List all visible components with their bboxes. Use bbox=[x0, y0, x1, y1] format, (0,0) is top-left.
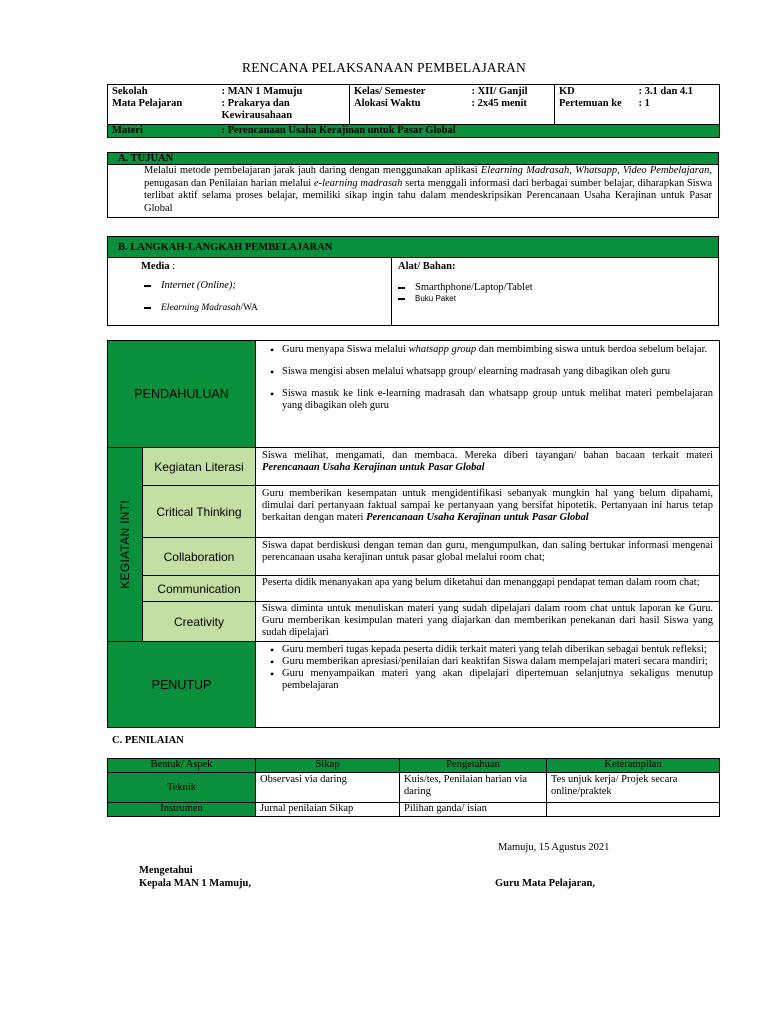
media-label: Media bbox=[141, 261, 170, 272]
kd-value: : 3.1 dan 4.1 bbox=[638, 86, 694, 97]
media-item-1-text: Internet (Online); bbox=[161, 280, 236, 291]
alokasi-label: Alokasi Waktu bbox=[354, 98, 421, 109]
tujuan-elearning: e-learning madrasah bbox=[313, 177, 403, 189]
penilaian-header-keterampilan: Keterampilan bbox=[547, 759, 720, 773]
kepala-label: Kepala MAN 1 Mamuju, bbox=[139, 878, 251, 889]
instrumen-label: Instrumen bbox=[108, 803, 256, 817]
collaboration-content: Siswa dapat berdiskusi dengan teman dan guru, mengumpulkan, dan saling bertukar informasi mengenai perencanaan usaha kerajinan untuk pasar global melalui room chat; bbox=[256, 538, 720, 576]
penutup-bullet-1: • Guru memberi tugas kepada peserta didik terkait materi yang telah diberikan sebagai bentuk refleksi; bbox=[282, 644, 713, 656]
langkah-heading: B. LANGKAH-LANGKAH PEMBELAJARAN bbox=[107, 236, 719, 258]
instrumen-pengetahuan: Pilihan ganda/ isian bbox=[400, 803, 547, 817]
materi-label: Materi bbox=[108, 125, 218, 138]
kelas-label: Kelas/ Semester bbox=[354, 86, 426, 97]
tujuan-text-2: penugasan dan Penilaian harian melalui bbox=[144, 177, 314, 189]
media-item-2-text: Elearning Madrasah bbox=[161, 303, 241, 313]
pendahuluan-bullet-3: • Siswa masuk ke link e-learning madrasah dan whatsapp group untuk melihat materi pembelajaran yang dibagikan oleh guru bbox=[282, 388, 713, 412]
pertemuan-value: : 1 bbox=[638, 98, 650, 109]
teknik-pengetahuan: Kuis/tes, Penilaian harian via daring bbox=[400, 773, 547, 803]
penilaian-header-pengetahuan: Pengetahuan bbox=[400, 759, 547, 773]
literasi-label: Kegiatan Literasi bbox=[143, 448, 256, 486]
identity-values-2 bbox=[468, 85, 555, 125]
penutup-bullet-2: • Guru memberikan apresiasi/penilaian dari keaktifan Siswa dalam mempelajari materi secara mandiri; bbox=[282, 656, 713, 668]
activity-table bbox=[107, 340, 720, 728]
creativity-content: Siswa diminta untuk menuliskan materi yang sudah dipelajari dalam room chat untuk laporan ke Guru. Guru memberikan kesimpulan materi yang diajarkan dan memberikan penekanan dari hasil Siswa yang sudah dipelajari bbox=[256, 602, 720, 642]
mapel-label: Mata Pelajaran bbox=[112, 98, 183, 109]
kegiatan-inti-cell bbox=[108, 448, 143, 642]
alat-item-1 bbox=[398, 282, 533, 293]
critical-thinking-label: Critical Thinking bbox=[143, 486, 256, 538]
tujuan-text-1: Melalui metode pembelajaran jarak jauh daring dengan menggunakan aplikasi bbox=[144, 165, 481, 176]
penilaian-heading: C. PENILAIAN bbox=[112, 735, 184, 746]
penutup-label: PENUTUP bbox=[108, 642, 256, 728]
identity-labels-2 bbox=[350, 85, 468, 125]
identity-labels-1 bbox=[108, 85, 218, 125]
pertemuan-label: Pertemuan ke bbox=[559, 98, 622, 109]
dash-icon bbox=[144, 307, 151, 309]
penutup-bullet-3: • Guru menyampaikan materi yang akan dipelajari dipertemuan selanjutnya sekaligus menutup pembelajaran bbox=[282, 668, 713, 692]
media-colon: : bbox=[169, 261, 176, 272]
media-item-2-suffix: /WA bbox=[240, 303, 258, 313]
guru-label: Guru Mata Pelajaran, bbox=[495, 878, 596, 889]
media-box bbox=[107, 258, 719, 326]
media-label-line bbox=[141, 261, 175, 272]
penilaian-header-aspek: Bentuk/ Aspek bbox=[108, 759, 256, 773]
kd-label: KD bbox=[559, 86, 575, 97]
place-date: Mamuju, 15 Agustus 2021 bbox=[498, 842, 610, 853]
media-divider bbox=[391, 258, 392, 325]
instrumen-keterampilan bbox=[547, 803, 720, 817]
dash-icon bbox=[398, 298, 405, 300]
materi-value: : Perencanaan Usaha Kerajinan untuk Pasar Global bbox=[218, 125, 720, 138]
pendahuluan-bullet-2: • Siswa mengisi absen melalui whatsapp group/ elearning madrasah yang dibagikan oleh guru bbox=[282, 366, 713, 378]
mapel-value: : Prakarya dan Kewirausahaan bbox=[221, 98, 293, 121]
identity-table bbox=[107, 84, 720, 138]
tujuan-heading: A. TUJUAN bbox=[107, 152, 719, 165]
penutup-content bbox=[256, 642, 720, 728]
literasi-content: Siswa melihat, mengamati, dan membaca. Mereka diberi tayangan/ bahan bacaan terkait materi Perencanaan Usaha Kerajinan untuk Pasar Global bbox=[256, 448, 720, 486]
alokasi-value: : 2x45 menit bbox=[471, 98, 527, 109]
penilaian-header-sikap: Sikap bbox=[256, 759, 400, 773]
pendahuluan-list bbox=[264, 344, 713, 412]
tujuan-body bbox=[107, 165, 719, 218]
alat-label: Alat/ Bahan: bbox=[398, 261, 456, 272]
critical-thinking-content: Guru memberikan kesempatan untuk mengidentifikasi sebanyak mungkin hal yang belum dipahami, dimulai dari pertanyaan faktual sampai ke pertanyaan yang bersifat hipotetik. Pertanyaan ini harus tetap berkaitan dengan materi Perencanaan Usaha Kerajinan untuk Pasar Global bbox=[256, 486, 720, 538]
instrumen-sikap: Jurnal penilaian Sikap bbox=[256, 803, 400, 817]
creativity-label: Creativity bbox=[143, 602, 256, 642]
kegiatan-inti-label: KEGIATAN INTI bbox=[118, 500, 132, 589]
document-title: RENCANA PELAKSANAAN PEMBELAJARAN bbox=[242, 60, 526, 75]
tujuan-apps: Elearning Madrasah, Whatsapp, Video Pembelajaran, bbox=[480, 165, 712, 176]
identity-labels-3 bbox=[555, 85, 635, 125]
communication-content: Peserta didik menanyakan apa yang belum diketahui dan menanggapi pendapat teman dalam room chat; bbox=[256, 576, 720, 602]
mengetahui-label: Mengetahui bbox=[139, 865, 193, 876]
tujuan-text-3: serta menggali informasi dari berbagai sumber belajar, diharapkan Siswa terlibat aktif selama proses belajar, memiliki sikap ingin tahu dalam mendeskripsikan Perencanaan Usaha Kerajinan untuk Pasar Global bbox=[144, 177, 713, 214]
pendahuluan-bullet-1: • Guru menyapa Siswa melalui whatsapp group dan membimbing siswa untuk berdoa sebelum belajar. bbox=[282, 344, 713, 356]
kelas-value: : XII/ Ganjil bbox=[471, 86, 528, 97]
collaboration-label: Collaboration bbox=[143, 538, 256, 576]
alat-item-2-text: Buku Paket bbox=[415, 294, 456, 303]
alat-item-1-text: Smarthphone/Laptop/Tablet bbox=[415, 282, 533, 293]
sekolah-label: Sekolah bbox=[112, 86, 148, 97]
dash-icon bbox=[398, 287, 405, 289]
sekolah-value: : MAN 1 Mamuju bbox=[221, 86, 303, 97]
teknik-sikap: Observasi via daring bbox=[256, 773, 400, 803]
pendahuluan-content bbox=[256, 341, 720, 448]
identity-values-3 bbox=[635, 85, 720, 125]
pendahuluan-label: PENDAHULUAN bbox=[108, 341, 256, 448]
penilaian-table bbox=[107, 758, 720, 817]
teknik-label: Teknik bbox=[108, 773, 256, 803]
identity-values-1 bbox=[218, 85, 350, 125]
penutup-list bbox=[264, 644, 713, 692]
teknik-keterampilan: Tes unjuk kerja/ Projek secara online/praktek bbox=[547, 773, 720, 803]
alat-item-2 bbox=[398, 294, 456, 303]
media-item-2 bbox=[144, 303, 258, 313]
media-item-1 bbox=[144, 280, 236, 291]
dash-icon bbox=[144, 285, 151, 287]
communication-label: Communication bbox=[143, 576, 256, 602]
